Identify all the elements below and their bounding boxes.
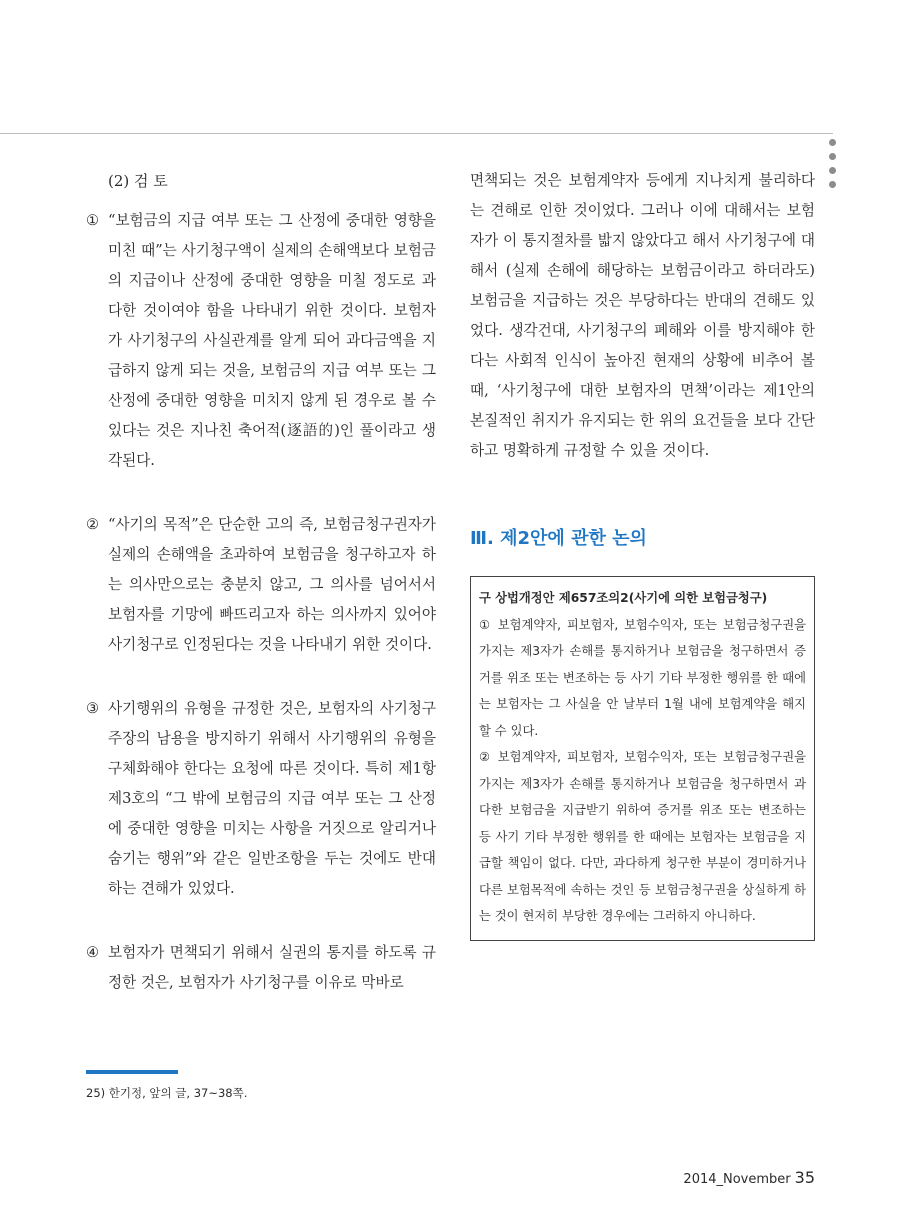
decorative-dots: [829, 139, 837, 195]
header-rule: [0, 133, 833, 134]
list-item-3: [86, 694, 436, 904]
item-text: “사기의 목적”은 단순한 고의 즉, 보험금청구권자가 실제의 손해액을 초과하여 보험금을 청구하고자 하는 의사만으로는 충분치 않고, 그 의사를 넘어서서 보험자를 기망에 빠뜨리고자 하는 의사까지 있어야 사기청구로 인정된다는 것을 나타내기 위한 것이다.: [108, 516, 436, 653]
footnote-rule: [86, 1070, 178, 1074]
section-heading: Ⅲ. 제2안에 관한 논의: [470, 528, 647, 549]
page-number: 35: [794, 1168, 815, 1187]
dot-icon: [829, 153, 836, 160]
issue-label: 2014_November: [683, 1172, 791, 1187]
item-number: ③: [86, 700, 100, 717]
item-text: “보험금의 지급 여부 또는 그 산정에 중대한 영향을 미친 때”는 사기청구액이 실제의 손해액보다 보험금의 지급이나 산정에 중대한 영향을 미칠 정도로 과다한 것이여야 함을 나타내기 위한 것이다. 보험자가 사기청구의 사실관계를 알게 되어 과다금액을 지급하지 않게 되는 것을, 보험금의 지급 여부 또는 그 산정에 중대한 영향을 미치지 않게 된 경우로 볼 수 있다는 것은 지나친 축어적(逐語的)인 풀이라고 생각된다.: [108, 212, 436, 469]
continuation-text: 면책되는 것은 보험계약자 등에게 지나치게 불리하다는 견해로 인한 것이었다. 그러나 이에 대해서는 보험자가 이 통지절차를 밟지 않았다고 해서 사기청구에 대해서 (실제 손해에 해당하는 보험금이라고 하더라도) 보험금을 지급하는 것은 부당하다는 반대의 견해도 있었다. 생각건대, 사기청구의 폐해와 이를 방지해야 한다는 사회적 인식이 높아진 현재의 상황에 비추어 볼 때, ‘사기청구에 대한 보험자의 면책’이라는 제1안의 본질적인 취지가 유지되는 한 위의 요건들을 보다 간단하고 명확하게 규정할 수 있을 것이다.: [470, 172, 815, 459]
left-column: [86, 166, 436, 1032]
page-footer: [683, 1168, 815, 1187]
item-number: ①: [86, 212, 100, 229]
subheading: (2) 검 토: [108, 172, 168, 190]
item-number: ④: [86, 944, 100, 961]
box-paragraph-2: ② 보험계약자, 피보험자, 보험수익자, 또는 보험금청구권을 가지는 제3자가 손해를 통지하거나 보험금을 청구하면서 과다한 보험금을 지급받기 위하여 증거를 위조 또는 변조하는 등 사기 기타 부정한 행위를 한 때에는 보험자는 보험금을 지급할 책임이 없다. 다만, 과다하게 청구한 부분이 경미하거나 다른 보험목적에 속하는 것인 등 보험금청구권을 상실하게 하는 것이 현저히 부당한 경우에는 그러하지 아니하다.: [479, 750, 806, 923]
item-text: 보험자가 면책되기 위해서 실권의 통지를 하도록 규정한 것은, 보험자가 사기청구를 이유로 막바로: [108, 944, 436, 991]
list-item-1: [86, 206, 436, 476]
dot-icon: [829, 181, 836, 188]
item-text: 사기행위의 유형을 규정한 것은, 보험자의 사기청구 주장의 남용을 방지하기 위해서 사기행위의 유형을 구체화해야 한다는 요청에 따른 것이다. 특히 제1항 제3호의 “그 밖에 보험금의 지급 여부 또는 그 산정에 중대한 영향을 미치는 사항을 거짓으로 알리거나 숨기는 행위”와 같은 일반조항을 두는 것에도 반대하는 견해가 있었다.: [108, 700, 436, 897]
right-column: [470, 166, 815, 941]
statute-box: [470, 576, 815, 941]
dot-icon: [829, 167, 836, 174]
dot-icon: [829, 139, 836, 146]
box-paragraph-1: ① 보험계약자, 피보험자, 보험수익자, 또는 보험금청구권을 가지는 제3자가 손해를 통지하거나 보험금을 청구하면서 증거를 위조 또는 변조하는 등 사기 기타 부정한 행위를 한 때에는 보험자는 그 사실을 안 날부터 1월 내에 보험계약을 해지할 수 있다.: [479, 617, 806, 738]
box-title: 구 상법개정안 제657조의2(사기에 의한 보험금청구): [479, 591, 768, 605]
item-number: ②: [86, 516, 100, 533]
list-item-4: [86, 938, 436, 998]
footnote: 25) 한기정, 앞의 글, 37~38쪽.: [86, 1086, 248, 1100]
list-item-2: [86, 510, 436, 660]
